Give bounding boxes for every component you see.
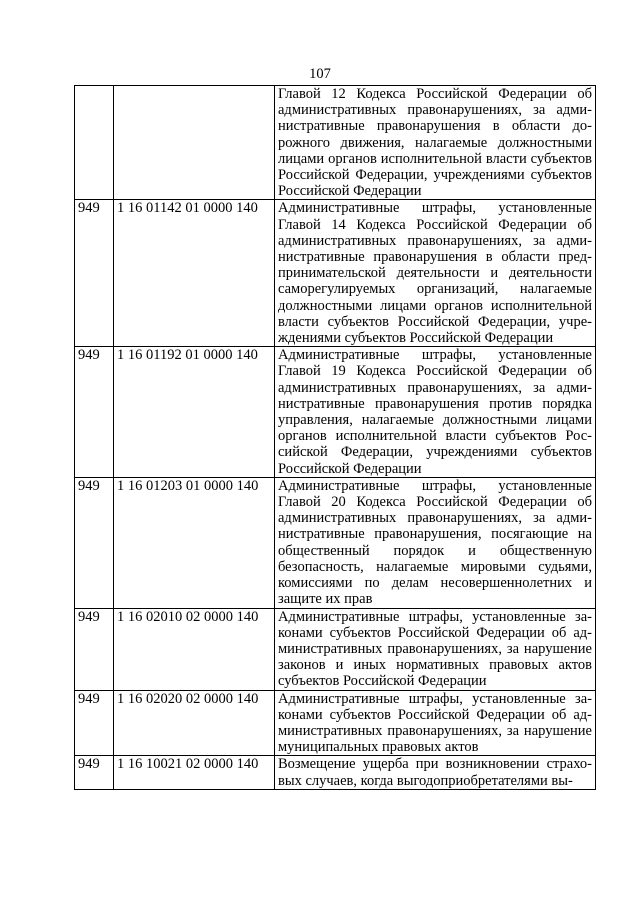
- admin-code-cell: 949: [75, 347, 114, 478]
- description-cell: Административные штрафы, установленные Главой 20 Кодекса Российской Федерации об административных правонарушениях, за административные правонарушения, посягающие на общественный порядок и общественную безопасность, налагаемые мировыми судьями, комиссиями по делам несовершеннолетних и защите их прав: [275, 477, 596, 608]
- revenue-code-cell: 1 16 02010 02 0000 140: [114, 608, 275, 690]
- revenue-code-cell: 1 16 01192 01 0000 140: [114, 347, 275, 478]
- table-row: [75, 200, 596, 347]
- description-cell: Административные штрафы, установленные Главой 19 Кодекса Российской Федерации об административных правонарушениях, за административные правонарушения против порядка управления, налагаемые должностными лицами органов исполнительной власти субъектов Российской Федерации, учреждениями субъектов Российской Федерации: [275, 347, 596, 478]
- admin-code-cell: 949: [75, 690, 114, 756]
- table-row: [75, 86, 596, 200]
- table-row: [75, 477, 596, 608]
- description-cell: Главой 12 Кодекса Российской Федерации об административных правонарушениях, за административные правонарушения в области дорожного движения, налагаемые должностными лицами органов исполнительной власти субъектов Российской Федерации, учреждениями субъектов Российской Федерации: [275, 86, 596, 200]
- description-cell: Административные штрафы, установленные Главой 14 Кодекса Российской Федерации об административных правонарушениях, за административные правонарушения в области предпринимательской деятельности и деятельности саморегулируемых организаций, налагаемые должностными лицами органов исполнительной власти субъектов Российской Федерации, учреждениями субъектов Российской Федерации: [275, 200, 596, 347]
- revenue-code-cell: 1 16 01142 01 0000 140: [114, 200, 275, 347]
- table-row: [75, 347, 596, 478]
- description-cell: Возмещение ущерба при возникновении страховых случаев, когда выгодоприобретателями вы-: [275, 756, 596, 789]
- admin-code-cell: 949: [75, 200, 114, 347]
- revenue-code-cell: [114, 86, 275, 200]
- admin-code-cell: 949: [75, 608, 114, 690]
- table-row: [75, 690, 596, 756]
- revenue-code-cell: 1 16 10021 02 0000 140: [114, 756, 275, 789]
- description-cell: Административные штрафы, установленные законами субъектов Российской Федерации об административных правонарушениях, за нарушение муниципальных правовых актов: [275, 690, 596, 756]
- revenue-code-cell: 1 16 01203 01 0000 140: [114, 477, 275, 608]
- admin-code-cell: 949: [75, 756, 114, 789]
- description-cell: Административные штрафы, установленные законами субъектов Российской Федерации об административных правонарушениях, за нарушение законов и иных нормативных правовых актов субъектов Российской Федерации: [275, 608, 596, 690]
- table-row: [75, 756, 596, 789]
- admin-code-cell: 949: [75, 477, 114, 608]
- table-row: [75, 608, 596, 690]
- admin-code-cell: [75, 86, 114, 200]
- revenue-code-cell: 1 16 02020 02 0000 140: [114, 690, 275, 756]
- budget-classification-table: [74, 85, 596, 790]
- page-number: 107: [309, 66, 331, 82]
